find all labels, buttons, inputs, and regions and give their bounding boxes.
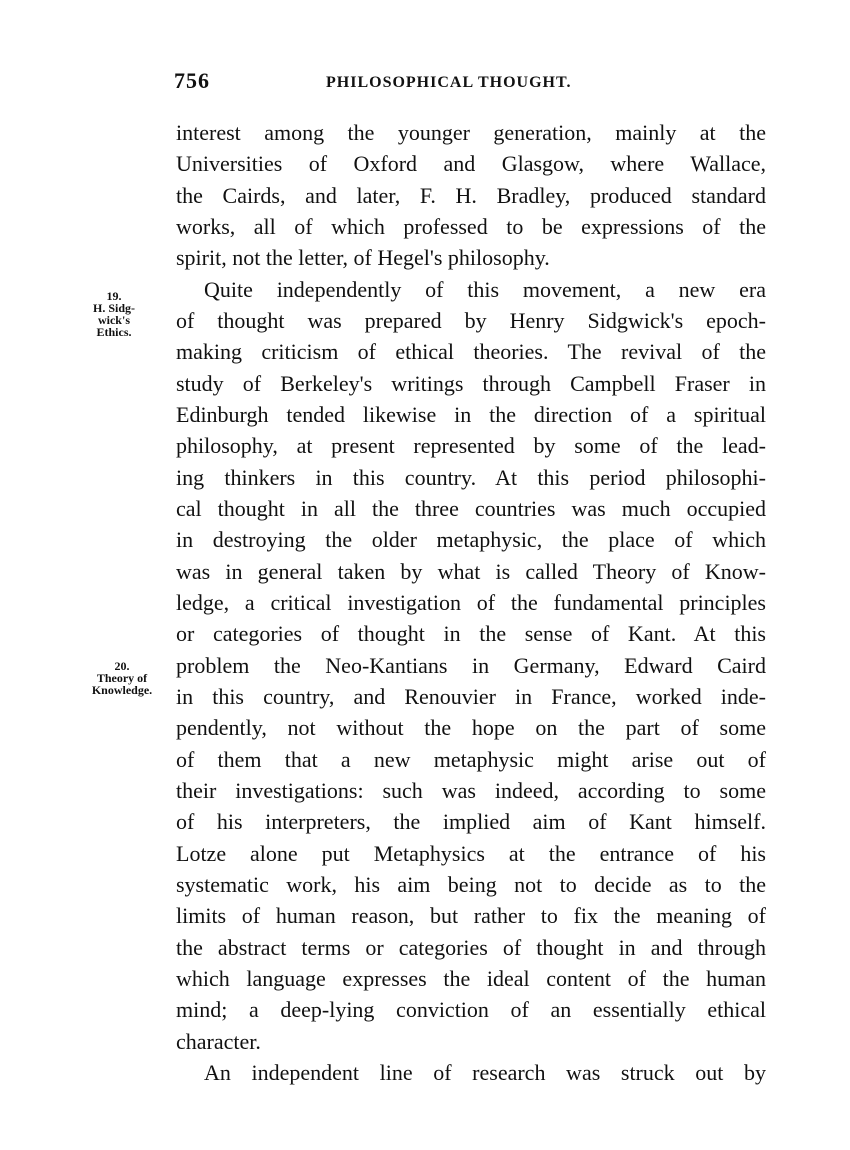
text-line: ledge, a critical investigation of the fundamental principles: [176, 589, 766, 615]
text-line: limits of human reason, but rather to fix the meaning of: [176, 903, 766, 929]
text-line: Edinburgh tended likewise in the direction of a spiritual: [176, 401, 766, 427]
text-line: the abstract terms or categories of thought in and through: [176, 934, 766, 960]
text-line: was in general taken by what is called Theory of Know-: [176, 558, 766, 584]
margin-note-line: Knowledge.: [91, 683, 153, 697]
text-line: spirit, not the letter, of Hegel's philosophy.: [176, 245, 550, 271]
margin-note-line: 20.: [114, 659, 130, 673]
text-line: in destroying the older metaphysic, the place of which: [176, 527, 766, 553]
text-line: cal thought in all the three countries was much occupied: [176, 495, 766, 521]
body-text: [176, 117, 766, 1088]
margin-note-theory-of-knowledge: [72, 660, 172, 696]
running-title: PHILOSOPHICAL THOUGHT.: [326, 74, 572, 91]
text-line: their investigations: such was indeed, according to some: [176, 777, 766, 803]
text-line: of his interpreters, the implied aim of Kant himself.: [176, 809, 766, 835]
text-line: ing thinkers in this country. At this period philosophi-: [176, 464, 766, 490]
text-line: making criticism of ethical theories. The revival of the: [176, 339, 766, 365]
text-line: pendently, not without the hope on the part of some: [176, 715, 766, 741]
text-line: problem the Neo-Kantians in Germany, Edward Caird: [176, 652, 766, 678]
text-line: study of Berkeley's writings through Campbell Fraser in: [176, 370, 766, 396]
margin-note-line: Theory of: [96, 671, 148, 685]
margin-note-line: Ethics.: [96, 325, 132, 339]
margin-note-line: 19.: [106, 289, 122, 303]
text-line: in this country, and Renouvier in France, worked inde-: [176, 683, 766, 709]
text-line: An independent line of research was struck out by: [204, 1059, 766, 1085]
text-line: works, all of which professed to be expressions of the: [176, 213, 766, 239]
text-line: Universities of Oxford and Glasgow, where Wallace,: [176, 151, 766, 177]
text-line: Quite independently of this movement, a new era: [204, 276, 766, 302]
text-line: of them that a new metaphysic might arise out of: [176, 746, 766, 772]
text-line: interest among the younger generation, mainly at the: [176, 120, 766, 145]
text-line: Lotze alone put Metaphysics at the entrance of his: [176, 840, 766, 866]
text-line: of thought was prepared by Henry Sidgwick's epoch-: [176, 307, 766, 333]
margin-note-sidgwick: [82, 290, 146, 338]
text-line: or categories of thought in the sense of Kant. At this: [176, 621, 766, 647]
page-header: [174, 68, 764, 98]
margin-note-line: wick's: [97, 313, 130, 327]
text-line: philosophy, at present represented by some of the lead-: [176, 433, 766, 459]
margin-note-line: H. Sidg-: [92, 301, 135, 315]
text-line: mind; a deep-lying conviction of an essentially ethical: [176, 997, 766, 1023]
text-line: which language expresses the ideal content of the human: [176, 965, 766, 991]
text-line: character.: [176, 1028, 261, 1054]
page-number: 756: [174, 68, 210, 93]
text-line: the Cairds, and later, F. H. Bradley, produced standard: [176, 182, 766, 208]
text-line: systematic work, his aim being not to decide as to the: [176, 871, 766, 897]
